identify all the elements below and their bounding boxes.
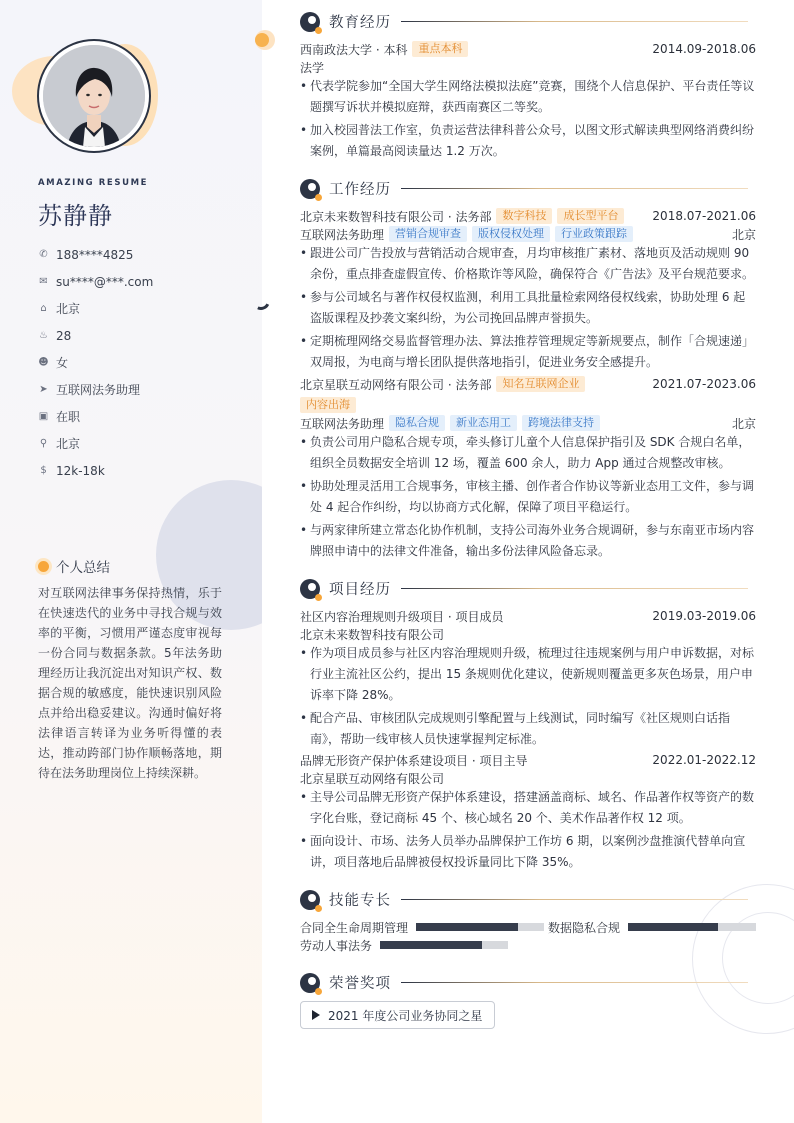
avatar — [43, 45, 145, 147]
info-text: su****@***.com — [56, 274, 154, 289]
section-header-education — [300, 11, 748, 32]
info-age — [38, 322, 153, 349]
section-divider — [401, 21, 748, 22]
summary-text: 对互联网法律事务保持热情，乐于在快速迭代的业务中寻找合规与效率的平衡，习惯用严谨态度审视每一份合同与数据条款。5年法务助理经历让我沉淀出对知识产权、数据合规的敏感度，能快速识别风险点并给出稳妥建议。沟通时偏好将法律语言转译为业务听得懂的表达，推动跨部门协作顺畅落地，期待在法务助理岗位上持续深耕。 — [38, 586, 222, 780]
skill-name: 数据隐私合规 — [548, 920, 621, 935]
section-icon — [300, 12, 320, 32]
section-icon — [300, 179, 320, 199]
award-text: 2021 年度公司业务协同之星 — [328, 1008, 483, 1023]
section-icon — [300, 579, 320, 599]
role-tag: 隐私合规 — [389, 415, 445, 431]
skill-bar-fill — [628, 923, 718, 931]
skill-name: 合同全生命周期管理 — [300, 920, 409, 935]
info-text: 在职 — [56, 410, 81, 424]
info-status — [38, 403, 153, 430]
cake-icon: ♨ — [39, 330, 48, 341]
skill-item — [300, 918, 544, 936]
summary-title: 个人总结 — [56, 560, 110, 576]
gender-icon: ☻ — [38, 357, 49, 368]
section-title: 项目经历 — [329, 582, 391, 598]
skill-bar — [416, 923, 544, 931]
work-city: 北京 — [731, 416, 756, 431]
info-gender — [38, 349, 153, 376]
info-city — [38, 430, 153, 457]
major: 法学 — [300, 60, 325, 75]
work-bullet: • 与两家律所建立常态化协作机制，支持公司海外业务合规调研，参与东南亚市场内容牌照申请中的法律文件准备，输出多份法律风险备忘录。 — [300, 520, 756, 562]
job-role: 互联网法务助理 — [300, 227, 385, 242]
section-title: 工作经历 — [329, 182, 391, 198]
info-text: 女 — [56, 356, 69, 370]
section-title: 荣誉奖项 — [329, 976, 391, 992]
section-divider — [401, 588, 748, 589]
role-tag: 版权侵权处理 — [472, 226, 550, 242]
skill-bar — [380, 941, 508, 949]
work-bullet: • 协助处理灵活用工合规事务，审核主播、创作者合作协议等新业态用工文件，参与调处 4 起合作纠纷，均以协商方式化解，保障了项目平稳运行。 — [300, 476, 756, 518]
role-tag: 营销合规审查 — [389, 226, 467, 242]
project-company: 北京未来数智科技有限公司 — [300, 627, 445, 642]
company-tag: 知名互联网企业 — [496, 376, 585, 392]
project-title-row — [300, 751, 756, 769]
send-icon: ➤ — [39, 384, 48, 395]
section-header-skills — [300, 889, 748, 910]
work-company-row — [300, 207, 756, 225]
section-divider — [401, 188, 748, 189]
briefcase-icon: ▣ — [38, 411, 49, 422]
skill-bar-fill — [416, 923, 518, 931]
info-text: 188****4825 — [56, 247, 134, 262]
work-role-row — [300, 414, 756, 432]
skill-item — [300, 936, 508, 954]
project-bullet: • 配合产品、审核团队完成规则引擎配置与上线测试，同时编写《社区规则白话指南》，帮助一线审核人员快速掌握判定标准。 — [300, 708, 756, 750]
project-bullet: • 主导公司品牌无形资产保护体系建设，搭建涵盖商标、域名、作品著作权等资产的数字化台账，登记商标 45 个、核心域名 20 个、美术作品著作权 12 项。 — [300, 787, 756, 829]
info-email — [38, 268, 153, 295]
section-header-project — [300, 578, 748, 599]
project-bullet: • 面向设计、市场、法务人员举办品牌保护工作坊 6 期，以案例沙盘推演代替单向宣讲，项目落地后品牌被侵权投诉量同比下降 35%。 — [300, 831, 756, 873]
info-hometown — [38, 295, 153, 322]
work-city: 北京 — [731, 227, 756, 242]
resume-tagline: AMAZING RESUME — [38, 178, 149, 188]
summary-dot-icon — [38, 561, 49, 572]
role-tag: 新业态用工 — [450, 415, 517, 431]
skill-item — [548, 918, 756, 936]
info-text: 北京 — [56, 437, 81, 451]
education-bullet: • 代表学院参加“全国大学生网络法模拟法庭”竞赛，围绕个人信息保护、平台责任等议题撰写诉状并模拟庭辩，获西南赛区二等奖。 — [300, 76, 756, 118]
work-company-row — [300, 375, 756, 393]
section-header-awards — [300, 972, 748, 993]
company-tag: 成长型平台 — [557, 208, 624, 224]
project-company-row — [300, 769, 756, 787]
info-text: 12k-18k — [56, 463, 105, 478]
school-tag: 重点本科 — [412, 41, 468, 57]
company-name: 北京星联互动网络有限公司 · 法务部 — [300, 377, 492, 392]
info-phone — [38, 241, 153, 268]
section-divider — [401, 982, 748, 983]
section-title: 技能专长 — [329, 893, 391, 909]
info-text: 28 — [56, 328, 72, 343]
phone-icon: ✆ — [39, 249, 48, 260]
project-title: 品牌无形资产保护体系建设项目 · 项目主导 — [300, 753, 528, 768]
section-header-work — [300, 178, 748, 199]
project-date: 2022.01-2022.12 — [652, 753, 756, 767]
school-name: 西南政法大学 · 本科 — [300, 42, 408, 57]
section-title: 教育经历 — [329, 15, 391, 31]
work-date: 2018.07-2021.06 — [652, 209, 756, 223]
info-position — [38, 376, 153, 403]
decor-dot — [255, 33, 269, 47]
section-icon — [300, 890, 320, 910]
section-icon — [300, 973, 320, 993]
location-pin-icon: ⚲ — [39, 438, 48, 449]
work-bullet: • 定期梳理网络交易监督管理办法、算法推荐管理规定等新规要点，制作「合规速递」双周报，为电商与增长团队提供落地指引，促进业务安全感提升。 — [300, 331, 756, 373]
avatar-frame — [37, 39, 151, 153]
award-badge — [300, 1001, 495, 1029]
work-bullet: • 跟进公司广告投放与营销活动合规审查，月均审核推广素材、落地页及活动规则 90 余份，重点排查虚假宣传、价格欺诈等风险，确保符合《广告法》及平台规范要求。 — [300, 243, 756, 285]
sidebar — [0, 0, 262, 1123]
info-salary — [38, 457, 153, 484]
skill-name: 劳动人事法务 — [300, 938, 373, 953]
education-school-row — [300, 40, 756, 58]
mail-icon: ✉ — [39, 276, 48, 287]
project-title-row — [300, 607, 756, 625]
education-major-row — [300, 58, 756, 76]
education-bullet: • 加入校园普法工作室，负责运营法律科普公众号，以图文形式解读典型网络消费纠纷案例，单篇最高阅读量达 1.2 万次。 — [300, 120, 756, 162]
work-role-row — [300, 225, 756, 243]
skill-bar-fill — [380, 941, 482, 949]
project-bullet: • 作为项目成员参与社区内容治理规则升级，梳理过往违规案例与用户申诉数据，对标行业主流社区公约，提出 15 条规则优化建议，使新规则覆盖更多灰色场景，用户申诉率下降 28%。 — [300, 643, 756, 706]
project-company-row — [300, 625, 756, 643]
role-tag: 行业政策跟踪 — [555, 226, 633, 242]
work-date: 2021.07-2023.06 — [652, 377, 756, 391]
play-triangle-icon — [312, 1010, 320, 1020]
work-bullet: • 负责公司用户隐私合规专项，牵头修订儿童个人信息保护指引及 SDK 合规白名单，组织全员数据安全培训 12 场，覆盖 600 余人，助力 App 通过合规整改审核。 — [300, 432, 756, 474]
company-tag: 内容出海 — [300, 397, 356, 413]
info-text: 互联网法务助理 — [56, 383, 141, 397]
work-company-tag-row — [300, 396, 756, 414]
candidate-name: 苏静静 — [38, 202, 113, 230]
skill-bar — [628, 923, 756, 931]
education-date: 2014.09-2018.06 — [652, 42, 756, 56]
project-date: 2019.03-2019.06 — [652, 609, 756, 623]
job-role: 互联网法务助理 — [300, 416, 385, 431]
summary-header — [38, 556, 110, 576]
project-title: 社区内容治理规则升级项目 · 项目成员 — [300, 609, 504, 624]
home-icon: ⌂ — [40, 303, 47, 314]
info-text: 北京 — [56, 302, 81, 316]
contact-info-list — [38, 241, 153, 484]
company-name: 北京未来数智科技有限公司 · 法务部 — [300, 209, 492, 224]
section-divider — [401, 899, 748, 900]
project-company: 北京星联互动网络有限公司 — [300, 771, 445, 786]
avatar-photo — [43, 45, 145, 147]
salary-icon: $ — [40, 465, 47, 476]
role-tag: 跨境法律支持 — [522, 415, 600, 431]
work-bullet: • 参与公司域名与著作权侵权监测，利用工具批量检索网络侵权线索，协助处理 6 起盗版课程及抄袭文案纠纷，为公司挽回品牌声誉损失。 — [300, 287, 756, 329]
company-tag: 数字科技 — [496, 208, 552, 224]
